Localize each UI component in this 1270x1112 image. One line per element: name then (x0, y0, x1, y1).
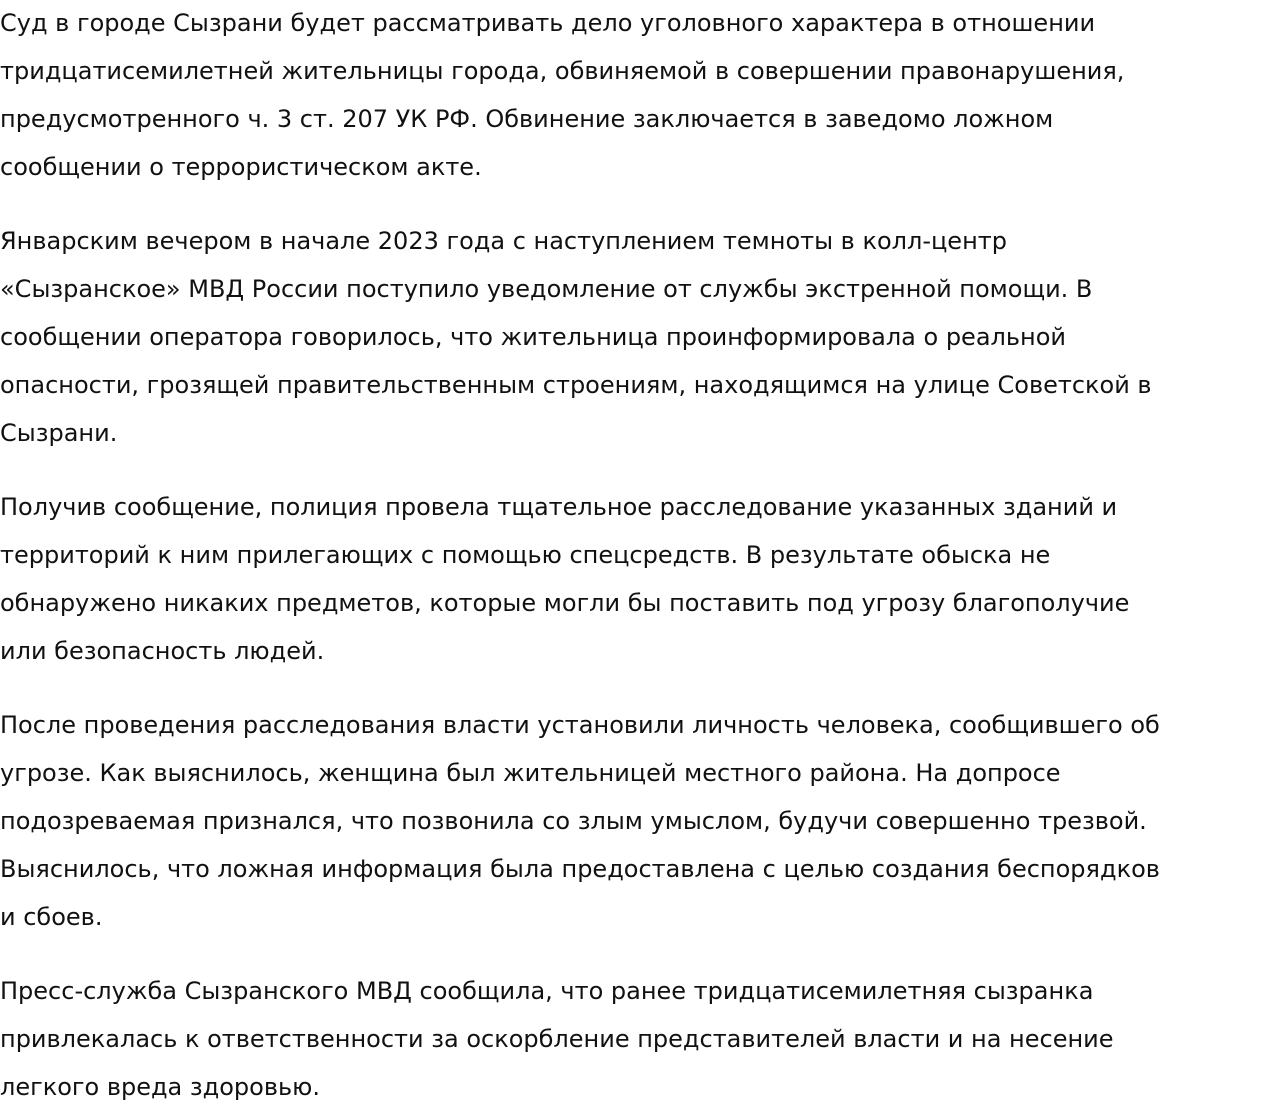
paragraph-2 (0, 217, 1270, 457)
paragraph-line: Пресс-служба Сызранского МВД сообщила, что ранее тридцатисемилетняя сызранка (0, 977, 1094, 1005)
paragraph-line: сообщении оператора говорилось, что жительница проинформировала о реальной (0, 323, 1066, 351)
paragraph-line: подозреваемая признался, что позвонила со злым умыслом, будучи совершенно трезвой. (0, 807, 1147, 835)
paragraph-line: территорий к ним прилегающих с помощью спецсредств. В результате обыска не (0, 541, 1051, 569)
paragraph-line: привлекалась к ответственности за оскорбление представителей власти и на несение (0, 1025, 1114, 1053)
paragraph-line: опасности, грозящей правительственным строениям, находящимся на улице Советской в (0, 371, 1152, 399)
paragraph-5 (0, 967, 1270, 1111)
paragraph-line: или безопасность людей. (0, 637, 325, 665)
paragraph-3 (0, 483, 1270, 675)
paragraph-line: угрозе. Как выяснилось, женщина был жительницей местного района. На допросе (0, 759, 1061, 787)
paragraph-line: сообщении о террористическом акте. (0, 153, 482, 181)
paragraph-1 (0, 0, 1270, 191)
paragraph-line: обнаружено никаких предметов, которые могли бы поставить под угрозу благополучие (0, 589, 1130, 617)
paragraph-line: легкого вреда здоровью. (0, 1073, 320, 1101)
paragraph-line: Получив сообщение, полиция провела тщательное расследование указанных зданий и (0, 493, 1118, 521)
paragraph-line: тридцатисемилетней жительницы города, обвиняемой в совершении правонарушения, (0, 57, 1125, 85)
paragraph-line: и сбоев. (0, 903, 103, 931)
paragraph-line: Выяснилось, что ложная информация была предоставлена с целью создания беспорядков (0, 855, 1160, 883)
paragraph-line: После проведения расследования власти установили личность человека, сообщившего об (0, 711, 1160, 739)
paragraph-line: Суд в городе Сызрани будет рассматривать дело уголовного характера в отношении (0, 9, 1096, 37)
paragraph-line: Сызрани. (0, 419, 118, 447)
paragraph-line: предусмотренного ч. 3 ст. 207 УК РФ. Обвинение заключается в заведомо ложном (0, 105, 1054, 133)
paragraph-4 (0, 701, 1270, 941)
paragraph-line: «Сызранское» МВД России поступило уведомление от службы экстренной помощи. В (0, 275, 1093, 303)
paragraph-line: Январским вечером в начале 2023 года с наступлением темноты в колл-центр (0, 227, 1007, 255)
